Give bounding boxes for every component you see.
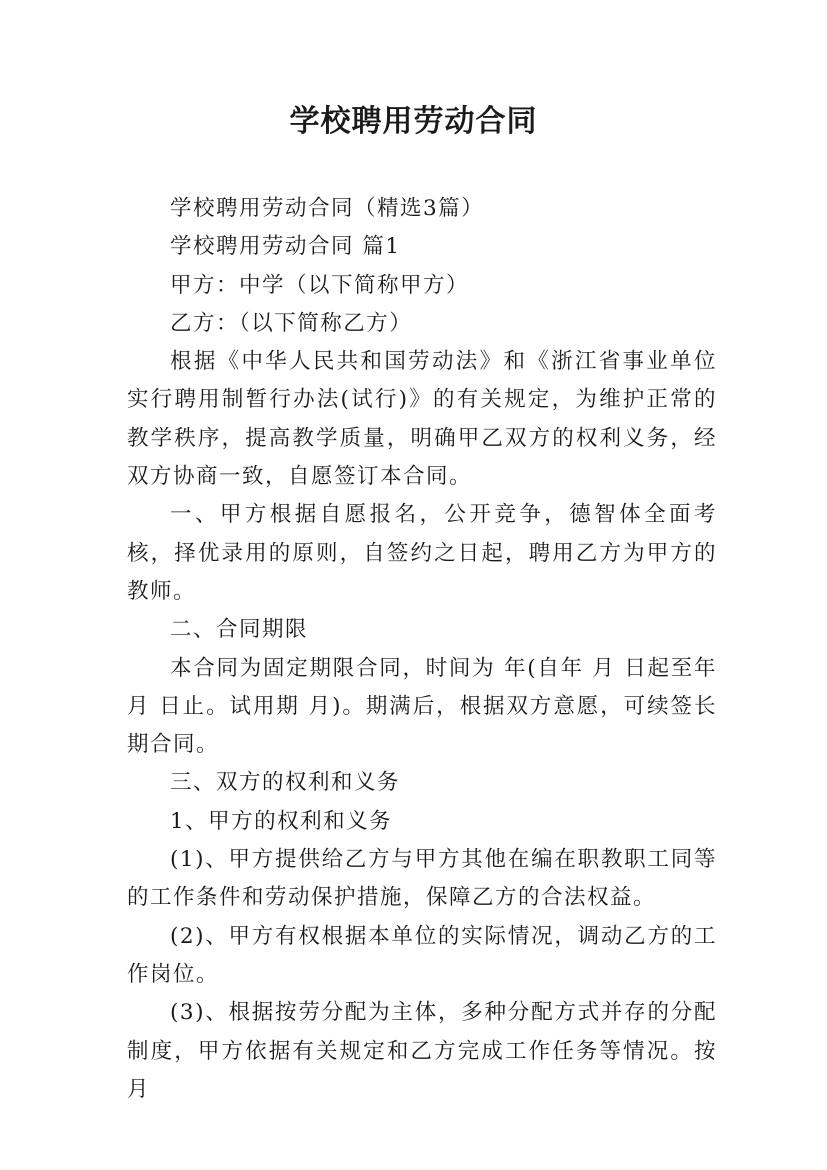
document-body bbox=[127, 190, 717, 1109]
paragraph-clause-3-heading: 三、双方的权利和义务 bbox=[170, 770, 401, 796]
paragraph-item-2: (2)、甲方有权根据本单位的实际情况，调动乙方的工作岗位。 bbox=[127, 923, 717, 987]
paragraph-party-a-rights-heading: 1、甲方的权利和义务 bbox=[170, 808, 393, 834]
paragraph-contract-term: 本合同为固定期限合同，时间为 年(自年 月 日起至年 月 日止。试用期 月)。期满后，根据双方意愿，可续签长期合同。 bbox=[127, 655, 717, 758]
document-title: 学校聘用劳动合同 bbox=[289, 104, 538, 139]
paragraph-item-1: (1)、甲方提供给乙方与甲方其他在编在职教职工同等的工作条件和劳动保护措施，保障乙方的合法权益。 bbox=[127, 847, 717, 911]
paragraph-clause-1: 一、甲方根据自愿报名，公开竞争，德智体全面考核，择优录用的原则，自签约之日起，聘用乙方为甲方的教师。 bbox=[127, 502, 717, 604]
paragraph-item-3: (3)、根据按劳分配为主体，多种分配方式并存的分配制度，甲方依据有关规定和乙方完成工作任务等情况。按月 bbox=[127, 1000, 717, 1102]
paragraph-party-a: 甲方：中学（以下简称甲方） bbox=[170, 272, 470, 298]
paragraph-preamble: 根据《中华人民共和国劳动法》和《浙江省事业单位实行聘用制暂行办法(试行)》的有关规定，为维护正常的教学秩序，提高教学质量，明确甲乙双方的权利义务，经双方协商一致，自愿签订本合同。 bbox=[127, 349, 717, 490]
paragraph-section-heading: 学校聘用劳动合同 篇1 bbox=[170, 234, 401, 260]
paragraph-party-b: 乙方：（以下简称乙方） bbox=[170, 310, 413, 336]
paragraph-subtitle: 学校聘用劳动合同（精选3篇） bbox=[170, 196, 485, 221]
paragraph-clause-2-heading: 二、合同期限 bbox=[170, 617, 309, 643]
